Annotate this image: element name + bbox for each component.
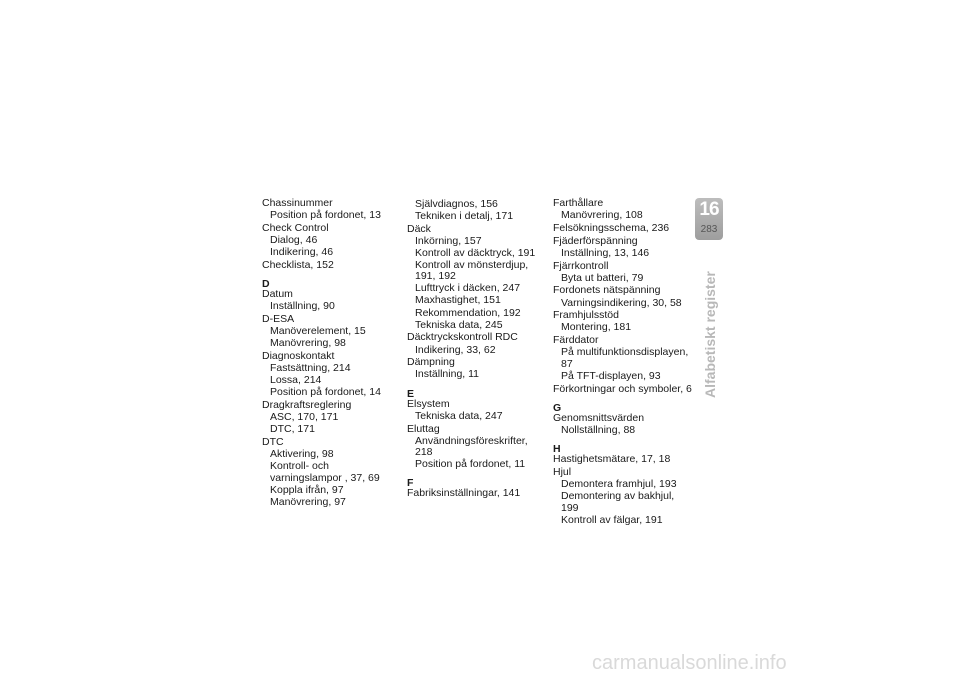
index-entry bbox=[407, 332, 537, 355]
index-subentry: Lossa, 214 bbox=[270, 374, 322, 387]
index-subentry: Tekniken i detalj, 171 bbox=[415, 209, 514, 222]
index-subentry: Aktivering, 98 bbox=[270, 448, 334, 461]
index-column-1 bbox=[262, 198, 402, 510]
index-term: DTC bbox=[262, 436, 284, 449]
index-subentry: Inställning, 11 bbox=[415, 368, 480, 381]
index-term: Diagnoskontakt bbox=[262, 350, 335, 363]
index-subentry: Indikering, 46 bbox=[270, 246, 334, 259]
index-entry bbox=[553, 454, 693, 465]
index-entry bbox=[553, 285, 693, 308]
index-term: Däcktryckskontroll RDC bbox=[407, 331, 518, 344]
index-letter-heading: E bbox=[407, 387, 415, 400]
index-subentry: Manöverelement, 15 bbox=[270, 325, 366, 338]
index-entry bbox=[407, 199, 537, 222]
index-subentry: Kontroll av fälgar, 191 bbox=[561, 513, 663, 526]
index-term: Hjul bbox=[553, 466, 572, 479]
index-term: Genomsnittsvärden bbox=[553, 411, 645, 424]
index-entry bbox=[407, 424, 537, 471]
index-entry bbox=[262, 223, 402, 258]
index-term: Fordonets nätspänning bbox=[553, 284, 661, 297]
index-term: D-ESA bbox=[262, 313, 295, 326]
index-subentry: Inkörning, 157 bbox=[415, 234, 482, 247]
index-term: Dämpning bbox=[407, 356, 455, 369]
chapter-tab bbox=[695, 198, 723, 240]
index-subentry: Rekommendation, 192 bbox=[415, 306, 521, 319]
index-term: Däck bbox=[407, 222, 431, 235]
index-term: Dragkraftsreglering bbox=[262, 399, 352, 412]
index-subentry: Dialog, 46 bbox=[270, 233, 318, 246]
index-term: Framhjulsstöd bbox=[553, 309, 619, 322]
index-entry bbox=[553, 223, 693, 234]
index-subentry: Koppla ifrån, 97 bbox=[270, 483, 344, 496]
index-subentry: På multifunktionsdisplayen, 87 bbox=[561, 346, 689, 370]
index-term: Felsökningsschema, 236 bbox=[553, 221, 670, 234]
index-subentry: Montering, 181 bbox=[561, 321, 632, 334]
index-entry bbox=[553, 335, 693, 382]
index-subentry: Nollställning, 88 bbox=[561, 423, 636, 436]
index-subentry: Lufttryck i däcken, 247 bbox=[415, 282, 521, 295]
index-letter-heading: G bbox=[553, 401, 562, 414]
page-number: 283 bbox=[700, 224, 718, 235]
index-term: Fabriksinställningar, 141 bbox=[407, 487, 521, 500]
index-term: Förkortningar och symboler, 6 bbox=[553, 382, 692, 395]
index-entry bbox=[262, 198, 402, 221]
index-subentry: Inställning, 13, 146 bbox=[561, 246, 650, 259]
index-subentry: Fastsättning, 214 bbox=[270, 362, 351, 375]
index-term: Fjärrkontroll bbox=[553, 259, 609, 272]
index-letter-heading: H bbox=[553, 443, 561, 456]
index-subentry: Demontera framhjul, 193 bbox=[561, 478, 677, 491]
index-subentry: Tekniska data, 247 bbox=[415, 409, 503, 422]
index-subentry: Position på fordonet, 11 bbox=[415, 458, 526, 471]
index-subentry: Position på fordonet, 14 bbox=[270, 386, 381, 399]
index-subentry: DTC, 171 bbox=[270, 423, 315, 436]
index-subentry: På TFT-displayen, 93 bbox=[561, 369, 661, 382]
index-term: Farthållare bbox=[553, 197, 604, 209]
index-term: Eluttag bbox=[407, 422, 440, 435]
index-subentry: Manövrering, 98 bbox=[270, 337, 346, 350]
index-column-2 bbox=[407, 198, 537, 501]
index-subentry: Kontroll av däcktryck, 191 bbox=[415, 246, 536, 259]
index-entry bbox=[553, 261, 693, 284]
index-entry bbox=[262, 289, 402, 312]
index-subentry: Användningsföreskrifter, 218 bbox=[415, 434, 528, 458]
index-entry bbox=[262, 400, 402, 435]
index-subentry: ASC, 170, 171 bbox=[270, 411, 339, 424]
index-term: Elsystem bbox=[407, 397, 450, 410]
index-subentry: Maxhastighet, 151 bbox=[415, 294, 501, 307]
index-term: Check Control bbox=[262, 221, 329, 234]
index-letter-heading: F bbox=[407, 477, 414, 490]
index-term: Hastighetsmätare, 17, 18 bbox=[553, 453, 671, 466]
index-entry bbox=[262, 437, 402, 508]
section-side-title: Alfabetiskt register bbox=[702, 271, 718, 398]
index-subentry: Kontroll- och varningslampor , 37, 69 bbox=[270, 460, 380, 484]
index-entry bbox=[553, 384, 693, 395]
index-subentry: Manövrering, 108 bbox=[561, 209, 643, 222]
index-subentry: Manövrering, 97 bbox=[270, 495, 346, 508]
index-subentry: Byta ut batteri, 79 bbox=[561, 271, 644, 284]
index-entry bbox=[553, 198, 693, 221]
index-subentry: Självdiagnos, 156 bbox=[415, 197, 498, 210]
index-term: Datum bbox=[262, 288, 293, 301]
index-entry bbox=[407, 357, 537, 380]
index-term: Fjäderförspänning bbox=[553, 234, 638, 247]
index-term: Färddator bbox=[553, 334, 599, 347]
index-entry bbox=[262, 351, 402, 399]
index-entry bbox=[553, 413, 693, 436]
index-subentry: Kontroll av mönsterdjup, 191, 192 bbox=[415, 258, 529, 283]
index-term: Chassinummer bbox=[262, 197, 333, 209]
index-entry bbox=[553, 236, 693, 259]
index-entry bbox=[262, 260, 402, 271]
index-entry bbox=[553, 310, 693, 333]
index-entry bbox=[407, 224, 537, 331]
index-entry bbox=[407, 488, 537, 499]
index-entry bbox=[262, 314, 402, 349]
index-term: Checklista, 152 bbox=[262, 258, 334, 271]
watermark: carmanualsonline.info bbox=[592, 652, 787, 674]
index-subentry: Demontering av bakhjul, 199 bbox=[561, 490, 675, 514]
index-subentry: Indikering, 33, 62 bbox=[415, 343, 496, 356]
index-entry bbox=[407, 399, 537, 422]
index-column-3 bbox=[553, 198, 693, 527]
index-subentry: Position på fordonet, 13 bbox=[270, 209, 381, 222]
index-entry bbox=[553, 467, 693, 526]
chapter-number: 16 bbox=[699, 199, 719, 220]
index-subentry: Inställning, 90 bbox=[270, 300, 335, 313]
index-subentry: Varningsindikering, 30, 58 bbox=[561, 296, 682, 309]
index-letter-heading: D bbox=[262, 278, 270, 291]
index-subentry: Tekniska data, 245 bbox=[415, 318, 503, 331]
